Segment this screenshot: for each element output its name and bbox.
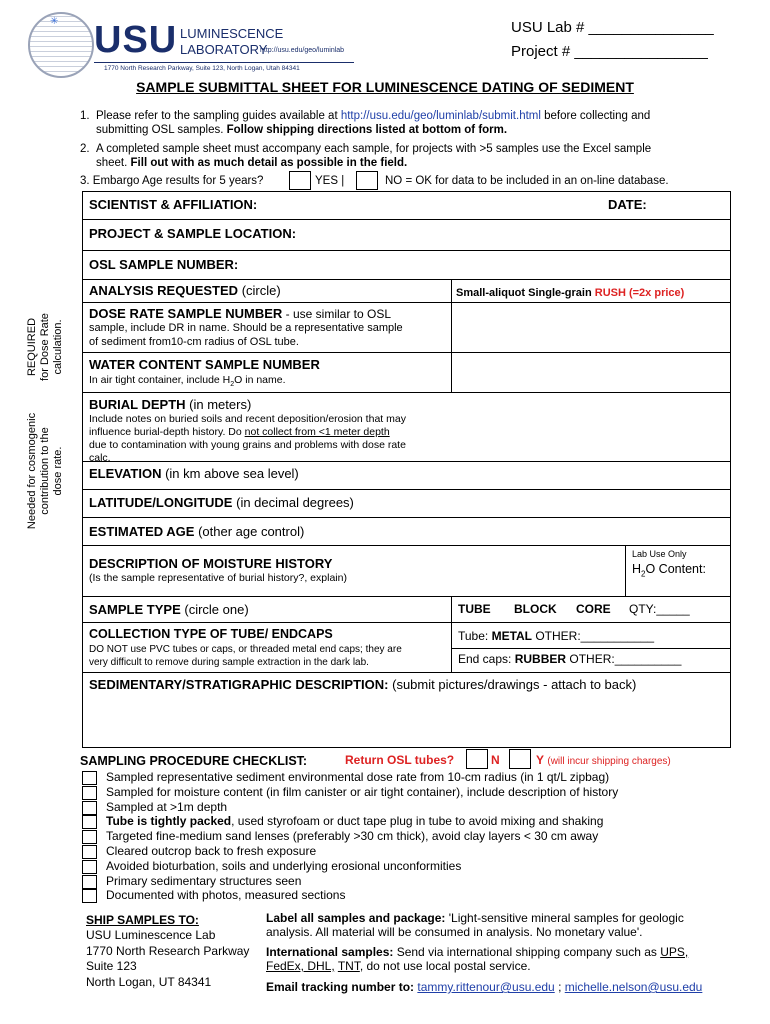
sedimentary-description-label: SEDIMENTARY/STRATIGRAPHIC DESCRIPTION: (submit pictures/drawings - attach to back) [89,677,637,692]
rush-option[interactable]: RUSH (=2x price) [594,287,685,299]
logo-address: 1770 North Research Parkway, Suite 123, North Logan, Utah 84341 [104,65,300,72]
email-tracking: Email tracking number to: tammy.rittenour@usu.edu ; michelle.nelson@usu.edu [266,980,703,994]
project-number-field[interactable]: Project # ________________ [511,43,708,60]
lab-use-only: Lab Use Only [632,549,687,559]
elevation-label: ELEVATION (in km above sea level) [89,466,299,481]
checklist-item[interactable] [80,859,740,874]
page-title: SAMPLE SUBMITTAL SHEET FOR LUMINESCENCE DATING OF SEDIMENT [136,79,634,95]
checklist-item[interactable] [80,874,740,889]
logo-line1: LUMINESCENCE [180,26,284,41]
embargo-yes-checkbox[interactable] [289,171,311,190]
embargo-no-checkbox[interactable] [356,171,378,190]
sample-type-tube[interactable]: TUBE [458,602,491,616]
endcaps-type-field[interactable]: End caps: RUBBER OTHER:__________ [458,652,682,666]
latlong-label: LATITUDE/LONGITUDE (in decimal degrees) [89,495,354,510]
osl-sample-label: OSL SAMPLE NUMBER: [89,257,239,272]
logo-usu: USU [94,19,178,61]
international-instructions: International samples: Send via international shipping company such as UPS, FedEx, DHL, TNT, do not use local postal service. [266,945,689,973]
checklist-item-label: Sampled for moisture content (in film canister or air tight container), include description of history [106,784,619,799]
email-link-michelle[interactable]: michelle.nelson@usu.edu [564,980,703,994]
checklist-item[interactable] [80,844,740,859]
tube-type-field[interactable]: Tube: METAL OTHER:___________ [458,629,655,643]
sample-type-label: SAMPLE TYPE (circle one) [89,602,249,617]
checklist-item[interactable] [80,785,740,800]
instruction-1: 1. Please refer to the sampling guides available at http://usu.edu/geo/luminlab/submit.html before collecting and submitting OSL samples. Follow shipping directions listed at bottom of form. [80,110,651,136]
water-content-label: WATER CONTENT SAMPLE NUMBER [89,357,320,372]
checklist-title: SAMPLING PROCEDURE CHECKLIST: [80,754,308,768]
checklist-item-label: Primary sedimentary structures seen [106,873,302,888]
estimated-age-label: ESTIMATED AGE (other age control) [89,524,305,539]
return-tubes-y: Y (will incur shipping charges) [536,753,671,767]
burial-depth-label: BURIAL DEPTH (in meters) [89,397,252,412]
logo-emblem-icon [28,12,94,78]
checklist-item[interactable] [80,888,740,903]
checklist-checkbox[interactable] [82,771,97,785]
h2o-content-label: $H_2O$ Content: [632,562,706,579]
submit-guide-link[interactable]: http://usu.edu/geo/luminlab/submit.html [340,110,541,122]
collection-type-label: COLLECTION TYPE OF TUBE/ ENDCAPS [89,627,333,641]
side-note-required: REQUIRED for Dose Rate calculation. [26,313,64,381]
checklist-checkbox[interactable] [82,875,97,889]
checklist-item-label: Targeted fine-medium sand lenses (preferably >30 cm thick), avoid clay layers < 30 cm away [106,829,599,844]
return-tubes-y-checkbox[interactable] [509,749,531,769]
return-tubes-n-checkbox[interactable] [466,749,488,769]
checklist-checkbox[interactable] [82,801,97,815]
usu-logo: ✳ USU LUMINESCENCE LABORATORY http://usu.edu/geo/luminlab 1770 North Research Parkway, Suite 123, North Logan, Utah 84341 [28,12,358,78]
logo-url: http://usu.edu/geo/luminlab [260,47,345,54]
checklist-checkbox[interactable] [82,815,97,829]
checklist-checkbox[interactable] [82,786,97,800]
instruction-2: 2. A completed sample sheet must accompany each sample, for projects with >5 samples use the Excel sample sheet. Fill out with as much detail as possible in the field. [80,143,652,169]
moisture-history-label: DESCRIPTION OF MOISTURE HISTORY [89,556,333,571]
checklist-checkbox[interactable] [82,889,97,903]
usu-lab-number-field[interactable]: USU Lab # _______________ [511,19,714,36]
checklist-item[interactable] [80,800,740,815]
checklist-item[interactable] [80,814,740,829]
ship-address: USU Luminescence Lab 1770 North Research Parkway Suite 123 North Logan, UT 84341 [86,928,250,989]
logo-line2: LABORATORY [180,42,268,57]
sample-type-block[interactable]: BLOCK [514,602,557,616]
analysis-requested-label: ANALYSIS REQUESTED (circle) [89,283,281,298]
project-location-label: PROJECT & SAMPLE LOCATION: [89,226,297,241]
checklist-item-label: Cleared outcrop back to fresh exposure [106,843,317,858]
sample-type-core[interactable]: CORE [576,602,611,616]
side-note-cosmogenic: Needed for cosmogenic contribution to the dose rate. [26,412,64,530]
checklist-item-label: Tube is tightly packed, used styrofoam or duct tape plug in tube to avoid mixing and shaking [106,814,604,829]
checklist-checkbox[interactable] [82,830,97,844]
checklist-checkbox[interactable] [82,860,97,874]
date-label: DATE: [608,197,647,212]
checklist-item[interactable] [80,770,740,785]
label-instructions: Label all samples and package: 'Light-sensitive mineral samples for geologic analysis. All material will be consumed in analysis. No monetary value'. [266,911,684,939]
checklist [80,770,740,903]
checklist-item-label: Avoided bioturbation, soils and underlying erosional unconformities [106,858,462,873]
dose-rate-label: DOSE RATE SAMPLE NUMBER - use similar to OSL [89,306,392,321]
checklist-item-label: Sampled representative sediment environmental dose rate from 10-cm radius (in 1 qt/L zipbag) [106,770,610,784]
email-link-tammy[interactable]: tammy.rittenour@usu.edu [417,980,555,994]
ship-to-title: SHIP SAMPLES TO: [86,913,199,927]
instruction-3: 3. Embargo Age results for 5 years? [80,175,264,187]
return-tubes-label: Return OSL tubes? [345,753,455,767]
checklist-item-label: Documented with photos, measured sections [106,888,346,903]
checklist-item[interactable] [80,829,740,844]
checklist-item-label: Sampled at >1m depth [106,799,228,814]
qty-field[interactable]: QTY:_____ [629,602,690,616]
scientist-label: SCIENTIST & AFFILIATION: [89,197,258,212]
analysis-options[interactable]: Small-aliquot Single-grain RUSH (=2x price) [456,287,685,299]
checklist-checkbox[interactable] [82,845,97,859]
